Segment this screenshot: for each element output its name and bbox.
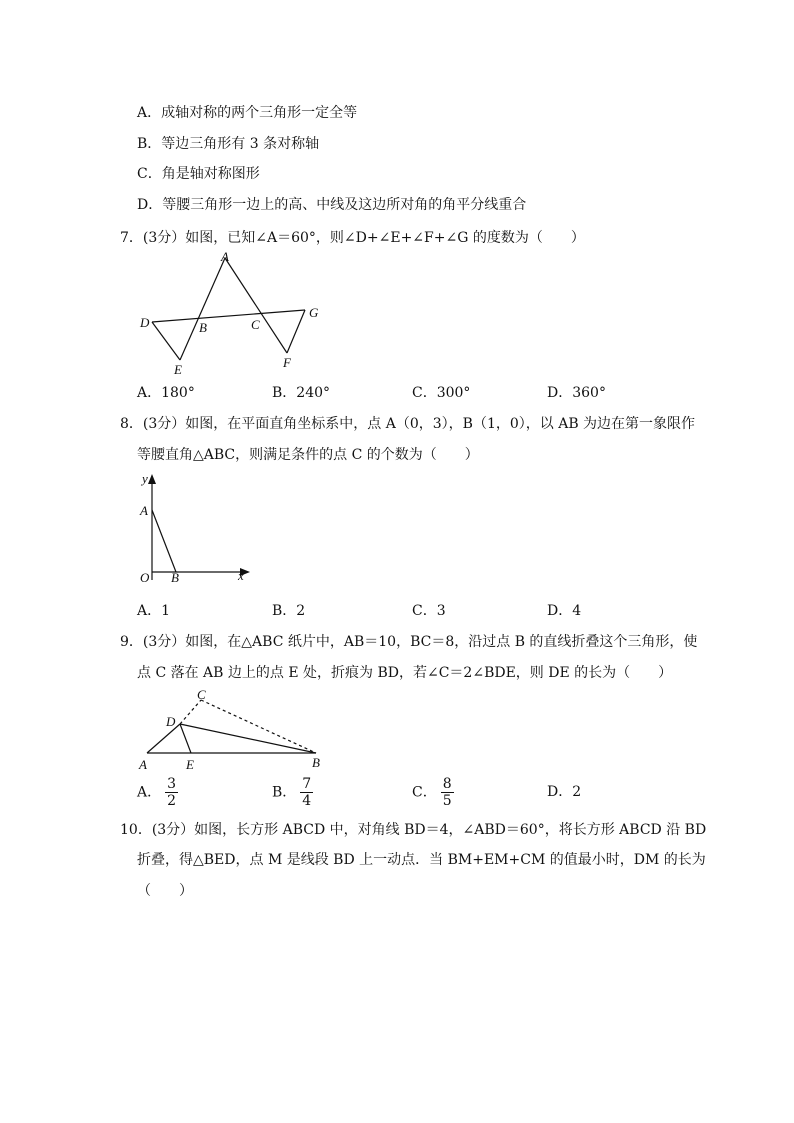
q8-option-d: D．4 [547, 603, 582, 619]
q7-line-dg [152, 310, 305, 322]
q8-stem-line1: 8．(3分）如图，在平面直角坐标系中，点 A（0，3），B（1，0），以 AB 为边在第一象限作 [120, 416, 696, 432]
q9-option-d: D．2 [547, 784, 582, 800]
q7-label-b: B [199, 320, 207, 335]
q7-label-g: G [309, 305, 319, 320]
fraction-numerator: 7 [302, 776, 312, 792]
q8-label-b: B [171, 570, 179, 585]
q9-stem-line1: 9．(3分）如图，在△ABC 纸片中，AB＝10，BC＝8，沿过点 B 的直线折叠这个三角形，使 [120, 634, 698, 650]
q8-coordinate-figure [130, 470, 260, 590]
q8-label-o: O [140, 570, 150, 585]
q9-label-c: C [197, 687, 206, 702]
q6-option-b: B．等边三角形有 3 条对称轴 [137, 136, 320, 152]
q7-line-de [152, 322, 180, 360]
q8-label-x: x [238, 568, 244, 583]
q9-option-a-fraction [165, 776, 178, 809]
q8-option-c: C．3 [412, 603, 446, 619]
q7-line-ae [180, 258, 225, 360]
q6-option-c: C．角是轴对称图形 [137, 166, 260, 182]
q7-label-f: F [283, 355, 291, 370]
q9-option-c [412, 776, 454, 809]
q9-dashed-dc [180, 700, 201, 724]
q7-line-fg [287, 310, 305, 353]
q8-option-b: B．2 [272, 603, 306, 619]
q7-label-c: C [251, 317, 260, 332]
q9-label-b: B [312, 755, 320, 770]
q7-line-af [225, 258, 287, 353]
q7-stem: 7．(3分）如图，已知∠A＝60°，则∠D+∠E+∠F+∠G 的度数为（ ） [120, 230, 585, 246]
q8-stem-line2: 等腰直角△ABC，则满足条件的点 C 的个数为（ ） [137, 447, 479, 463]
fraction-denominator: 2 [167, 793, 177, 809]
q9-option-b-fraction [300, 776, 313, 809]
q8-label-a: A [140, 503, 148, 518]
q9-option-a [137, 776, 178, 809]
q10-stem-line2: 折叠，得△BED，点 M 是线段 BD 上一动点．当 BM+EM+CM 的值最小时，DM 的长为 [137, 852, 706, 868]
q10-stem-line1: 10．(3分）如图，长方形 ABCD 中，对角线 BD＝4，∠ABD＝60°，将长方形 ABCD 沿 BD [120, 822, 707, 838]
q9-label-e: E [186, 757, 194, 772]
q9-line-de [180, 724, 191, 753]
q7-option-a: A．180° [137, 385, 195, 401]
q6-option-d: D．等腰三角形一边上的高、中线及这边所对角的角平分线重合 [137, 197, 527, 213]
q9-label-a: A [139, 757, 147, 772]
q7-label-e: E [174, 362, 182, 377]
q9-triangle-figure [135, 686, 335, 772]
q10-stem-line3: （ ） [137, 883, 193, 899]
q6-option-a: A．成轴对称的两个三角形一定全等 [137, 105, 358, 121]
q8-y-arrow [148, 474, 156, 484]
fraction-numerator: 8 [442, 776, 452, 792]
q9-line-db [180, 724, 316, 753]
q9-option-a-letter: A． [137, 784, 162, 801]
q9-option-b-letter: B． [272, 784, 297, 801]
q9-option-b [272, 776, 313, 809]
q7-option-b: B．240° [272, 385, 331, 401]
q9-option-c-letter: C． [412, 784, 437, 801]
fraction-denominator: 5 [442, 793, 452, 809]
q7-option-c: C．300° [412, 385, 471, 401]
q7-label-a: A [221, 249, 229, 264]
q9-stem-line2: 点 C 落在 AB 边上的点 E 处，折痕为 BD，若∠C＝2∠BDE，则 DE 的长为（ ） [137, 665, 673, 681]
q8-label-y: y [142, 471, 148, 486]
q9-option-c-fraction [441, 776, 454, 809]
q7-label-d: D [140, 315, 150, 330]
q8-option-a: A．1 [137, 603, 171, 619]
q8-segment-ab [152, 510, 176, 572]
q9-dashed-cb [201, 700, 316, 753]
q7-figure [130, 248, 330, 378]
fraction-numerator: 3 [167, 776, 177, 792]
fraction-denominator: 4 [302, 793, 312, 809]
q9-label-d: D [166, 714, 176, 729]
q7-option-d: D．360° [547, 385, 606, 401]
